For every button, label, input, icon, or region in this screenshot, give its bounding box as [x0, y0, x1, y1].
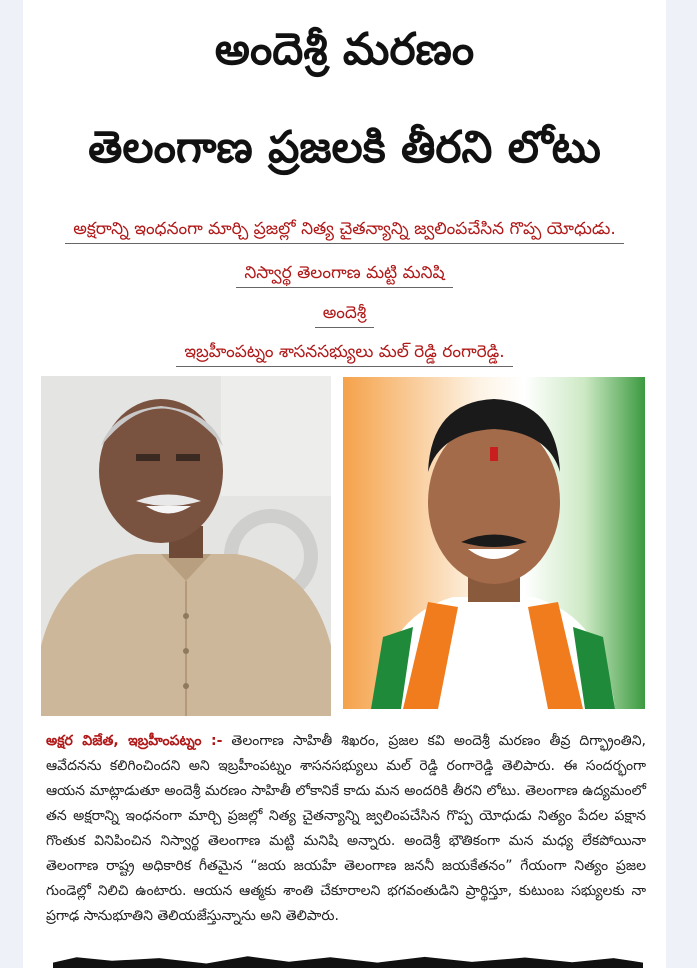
- headline-line-1: అందెశ్రీ మరణం: [214, 24, 475, 75]
- article-text: తెలంగాణ సాహితీ శిఖరం, ప్రజల కవి అందెశ్రీ మరణం తీవ్ర దిగ్భ్రాంతిని, ఆవేదనను కలిగించిందని అని ఇబ్రహీంపట్నం శాసనసభ్యులు మల్ రెడ్డి రంగారెడ్డి తెలిపారు. ఈ సందర్భంగా ఆయన మాట్లాడుతూ అందెశ్రీ మరణం సాహితీ లోకానికే కాదు మన అందరికి తీరని లోటు. తెలంగాణ ఉద్యమంలో తన అక్షరాన్ని ఇంధనంగా మార్చి ప్రజల్లో నిత్య చైతన్యాన్ని జ్వలింపచేసిన గొప్ప యోధుడు నిత్యం పేదల పక్షాన గొంతుక వినిపించిన నిస్వార్థ తెలంగాణ మట్టి మనిషి అన్నారు. అందెశ్రీ భౌతికంగా మన మధ్య లేకపోయినా తెలంగాణ రాష్ట్ర అధికారిక గీతమైన “జయ జయహే తెలంగాణ జననీ జయకేతనం” గేయంగా నిత్యం ప్రజల గుండెల్లో నిలిచి ఉంటారు. ఆయన ఆత్మకు శాంతి చేకూరాలని భగవంతుడిని ప్రార్థిస్తూ, కుటుంబ సభ్యులకు నా ప్రగాఢ సానుభూతిని తెలియజేస్తున్నాను అని తెలిపారు.: [46, 733, 647, 924]
- headline-line-2: తెలంగాణ ప్రజలకి తీరని లోటు: [88, 122, 601, 173]
- poet-portrait-illustration: [41, 376, 331, 716]
- subhead-tagline: [23, 218, 666, 244]
- cut-off-next-headline: [53, 950, 643, 968]
- subhead-description-text: నిస్వార్థ తెలంగాణ మట్టి మనిషి: [236, 262, 452, 288]
- article-dateline: అక్షర విజేత, ఇబ్రహీంపట్నం :-: [46, 733, 223, 749]
- subhead-attribution: [23, 341, 666, 367]
- subhead-tagline-text: అక్షరాన్ని ఇంధనంగా మార్చి ప్రజల్లో నిత్య చైతన్యాన్ని జ్వలింపచేసిన గొప్ప యోధుడు.: [65, 218, 624, 244]
- subhead-description: [23, 262, 666, 288]
- article-body: [46, 729, 646, 929]
- mla-portrait-illustration: [343, 377, 645, 709]
- mla-portrait-photo: [343, 377, 645, 709]
- subhead-attribution-text: ఇబ్రహీంపట్నం శాసనసభ్యులు మల్ రెడ్డి రంగారెడ్డి.: [176, 341, 512, 367]
- news-clipping: [23, 0, 666, 968]
- subhead-name: [23, 302, 666, 328]
- poet-portrait-photo: [41, 376, 331, 716]
- subhead-name-text: అందెశ్రీ: [315, 302, 375, 328]
